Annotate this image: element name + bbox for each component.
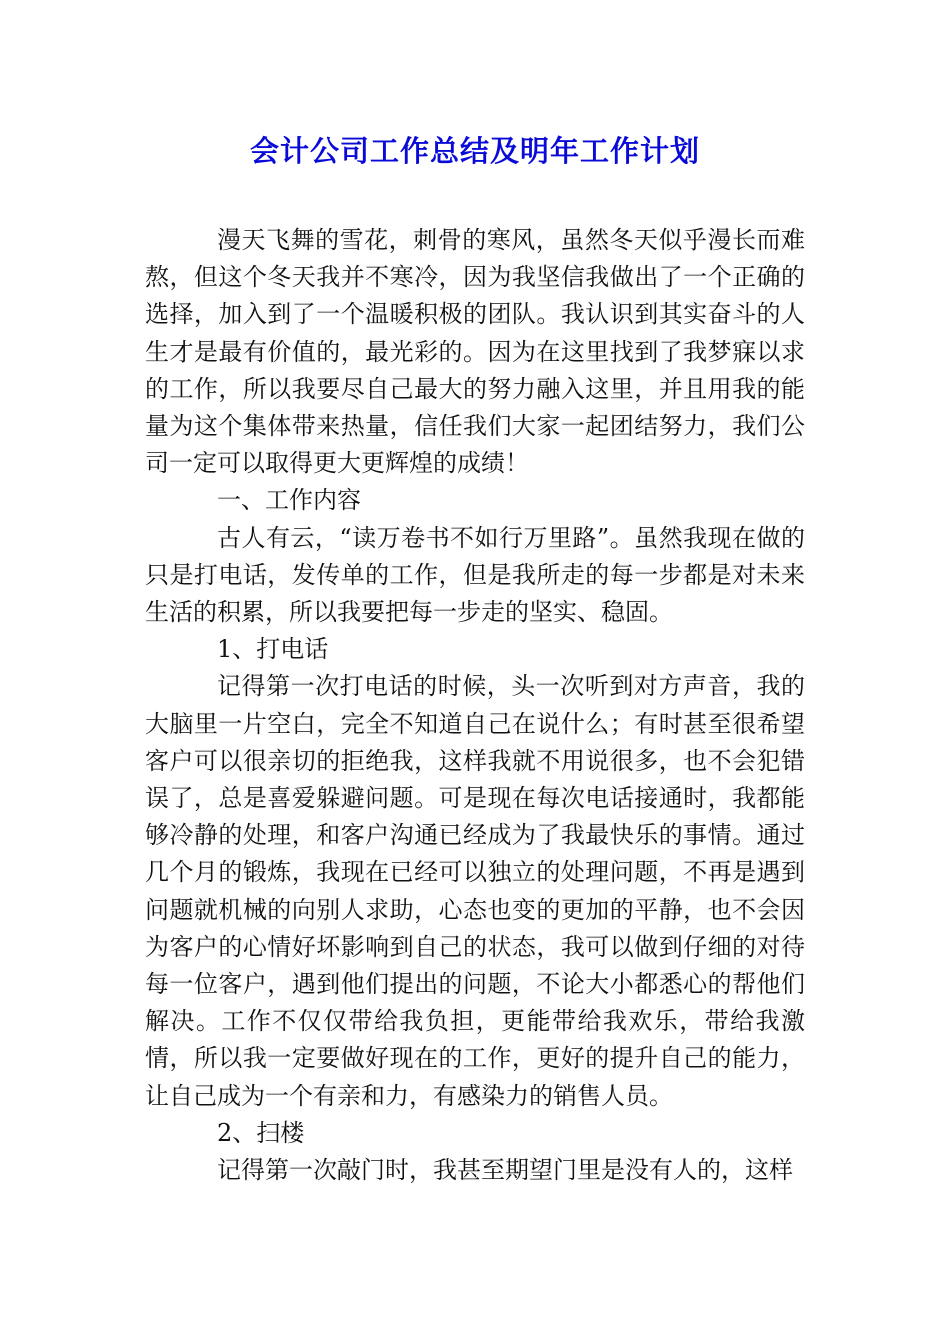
document-title: 会计公司工作总结及明年工作计划: [249, 134, 700, 168]
heading-work-content: 一、工作内容: [217, 486, 361, 515]
heading-phone-calls: 1、打电话: [217, 635, 329, 664]
paragraph-work-content: 古人有云，“读万卷书不如行万里路”。虽然我现在做的只是打电话，发传单的工作，但是我所走的每一步都是对未来生活的积累，所以我要把每一步走的坚实、稳固。: [145, 523, 805, 627]
paragraph-canvassing: 记得第一次敲门时，我甚至期望门里是没有人的，这样: [217, 1156, 793, 1185]
paragraph-intro: 漫天飞舞的雪花，刺骨的寒风，虽然冬天似乎漫长而难熬，但这个冬天我并不寒冷，因为我坚信我做出了一个正确的选择，加入到了一个温暖积极的团队。我认识到其实奋斗的人生才是最有价值的，最光彩的。因为在这里找到了我梦寐以求的工作，所以我要尽自己最大的努力融入这里，并且用我的能量为这个集体带来热量，信任我们大家一起团结努力，我们公司一定可以取得更大更辉煌的成绩！: [145, 226, 805, 478]
document-body: [145, 222, 805, 1189]
paragraph-phone-calls: 记得第一次打电话的时候，头一次听到对方声音，我的大脑里一片空白，完全不知道自己在说什么；有时甚至很希望客户可以很亲切的拒绝我，这样我就不用说很多，也不会犯错误了，总是喜爱躲避问题。可是现在每次电话接通时，我都能够冷静的处理，和客户沟通已经成为了我最快乐的事情。通过几个月的锻炼，我现在已经可以独立的处理问题，不再是遇到问题就机械的向别人求助，心态也变的更加的平静，也不会因为客户的心情好坏影响到自己的状态，我可以做到仔细的对待每一位客户，遇到他们提出的问题，不论大小都悉心的帮他们解决。工作不仅仅带给我负担，更能带给我欢乐，带给我激情，所以我一定要做好现在的工作，更好的提升自己的能力，让自己成为一个有亲和力，有感染力的销售人员。: [145, 672, 805, 1110]
heading-canvassing: 2、扫楼: [217, 1118, 305, 1147]
